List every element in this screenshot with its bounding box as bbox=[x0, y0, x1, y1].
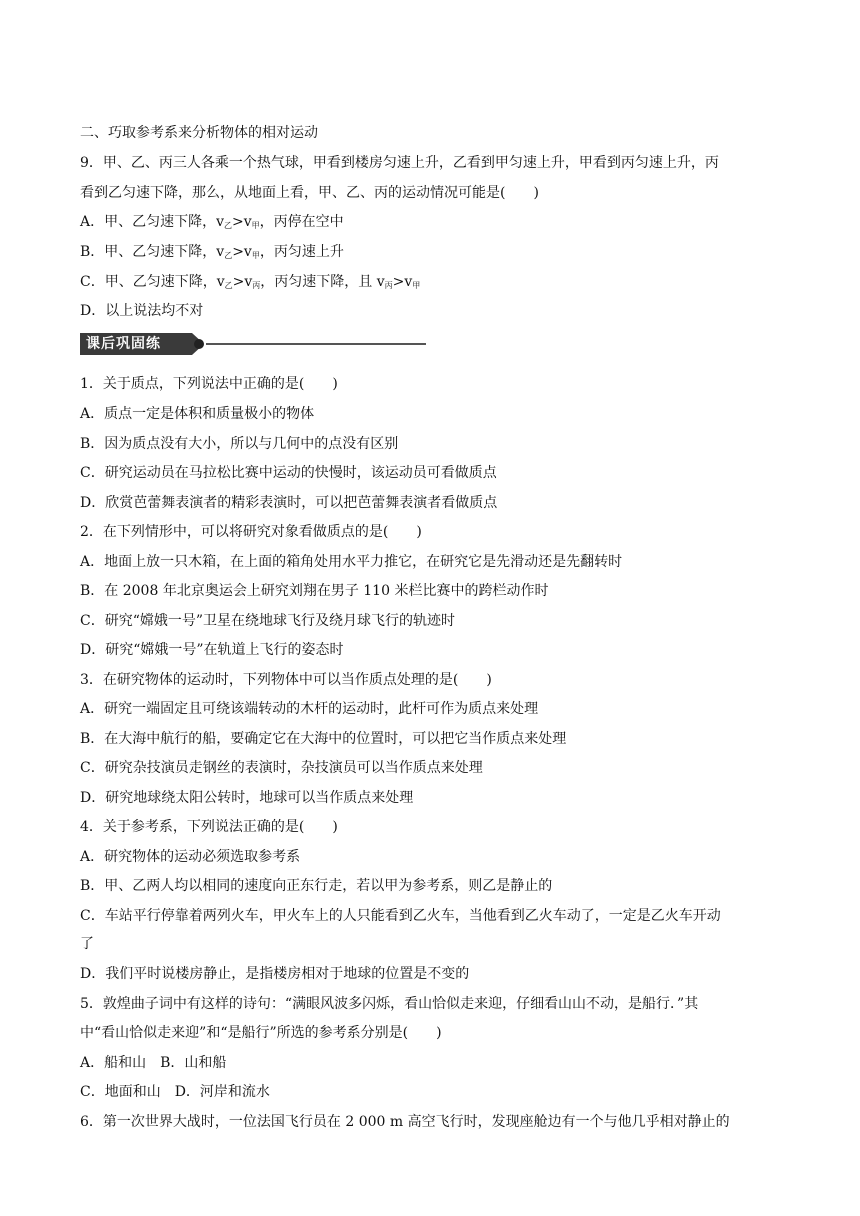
q6-stem: 6．第一次世界大战时，一位法国飞行员在 2 000 m 高空飞行时，发现座舱边有一个与他几乎相对静止的 bbox=[80, 1114, 730, 1130]
subscript: 乙 bbox=[224, 221, 233, 230]
banner-rule bbox=[206, 343, 426, 345]
q9-stem-line2: 看到乙匀速下降，那么，从地面上看，甲、乙、丙的运动情况可能是( ) bbox=[80, 185, 539, 201]
option-text: ，丙匀速下降，且 v bbox=[260, 274, 385, 290]
subscript: 丙 bbox=[384, 281, 393, 290]
section-heading: 二、巧取参考系来分析物体的相对运动 bbox=[80, 125, 318, 141]
q5-options-ab: A．船和山 B．山和船 bbox=[80, 1055, 227, 1071]
q3-option-a: A．研究一端固定且可绕该端转动的木杆的运动时，此杆可作为质点来处理 bbox=[80, 701, 539, 717]
q4-stem: 4．关于参考系，下列说法正确的是( ) bbox=[80, 819, 338, 835]
q5-stem: 5．敦煌曲子词中有这样的诗句：“满眼风波多闪烁，看山恰似走来迎，仔细看山山不动，是船行．”其 bbox=[80, 996, 699, 1012]
q3-option-d: D．研究地球绕太阳公转时，地球可以当作质点来处理 bbox=[80, 790, 414, 806]
bullet-dot-icon bbox=[194, 339, 204, 349]
q1-stem: 1．关于质点，下列说法中正确的是( ) bbox=[80, 376, 338, 392]
q2-option-a: A．地面上放一只木箱，在上面的箱角处用水平力推它，在研究它是先滑动还是先翻转时 bbox=[80, 554, 623, 570]
q3-option-c: C．研究杂技演员走钢丝的表演时，杂技演员可以当作质点来处理 bbox=[80, 760, 483, 776]
q3-option-b: B．在大海中航行的船，要确定它在大海中的位置时，可以把它当作质点来处理 bbox=[80, 731, 567, 747]
option-text: ，丙匀速上升 bbox=[259, 244, 344, 260]
option-text: >v bbox=[392, 274, 413, 290]
q9-option-c bbox=[80, 272, 420, 296]
option-text: A．甲、乙匀速下降，v bbox=[80, 214, 225, 230]
option-text: >v bbox=[232, 274, 253, 290]
q3-stem: 3．在研究物体的运动时，下列物体中可以当作质点处理的是( ) bbox=[80, 672, 492, 688]
q4-option-b: B．甲、乙两人均以相同的速度向正东行走，若以甲为参考系，则乙是静止的 bbox=[80, 878, 553, 894]
option-text: >v bbox=[232, 214, 252, 230]
banner-label: 课后巩固练 bbox=[80, 333, 192, 355]
q1-option-d: D．欣赏芭蕾舞表演者的精彩表演时，可以把芭蕾舞表演者看做质点 bbox=[80, 495, 498, 511]
q9-option-d: D．以上说法均不对 bbox=[80, 303, 204, 319]
q9-option-b bbox=[80, 242, 344, 266]
q1-option-c: C．研究运动员在马拉松比赛中运动的快慢时，该运动员可看做质点 bbox=[80, 465, 497, 481]
q4-option-c: C．车站平行停靠着两列火车，甲火车上的人只能看到乙火车，当他看到乙火车动了，一定是乙火车开动 bbox=[80, 908, 721, 924]
option-text: B．甲、乙匀速下降，v bbox=[80, 244, 225, 260]
subscript: 乙 bbox=[224, 281, 233, 290]
subscript: 甲 bbox=[251, 221, 260, 230]
q9-option-a bbox=[80, 212, 344, 236]
q4-option-a: A．研究物体的运动必须选取参考系 bbox=[80, 849, 301, 865]
q5-stem-cont: 中“看山恰似走来迎”和“是船行”所选的参考系分别是( ) bbox=[80, 1025, 442, 1041]
subscript: 甲 bbox=[412, 281, 421, 290]
q1-option-a: A．质点一定是体积和质量极小的物体 bbox=[80, 406, 315, 422]
subscript: 乙 bbox=[224, 251, 233, 260]
q2-option-d: D．研究“嫦娥一号”在轨道上飞行的姿态时 bbox=[80, 642, 344, 658]
q9-stem-line1: 9．甲、乙、丙三人各乘一个热气球，甲看到楼房匀速上升，乙看到甲匀速上升，甲看到丙匀速上升，丙 bbox=[80, 155, 719, 171]
q2-stem: 2．在下列情形中，可以将研究对象看做质点的是( ) bbox=[80, 524, 422, 540]
q5-options-cd: C．地面和山 D．河岸和流水 bbox=[80, 1084, 270, 1100]
option-text: C．甲、乙匀速下降，v bbox=[80, 274, 225, 290]
subscript: 丙 bbox=[252, 281, 261, 290]
option-text: ，丙停在空中 bbox=[259, 214, 344, 230]
section-banner bbox=[80, 333, 430, 355]
q4-option-c-cont: 了 bbox=[80, 936, 94, 952]
q2-option-c: C．研究“嫦娥一号”卫星在绕地球飞行及绕月球飞行的轨迹时 bbox=[80, 613, 456, 629]
q2-option-b: B．在 2008 年北京奥运会上研究刘翔在男子 110 米栏比赛中的跨栏动作时 bbox=[80, 583, 549, 599]
q4-option-d: D．我们平时说楼房静止，是指楼房相对于地球的位置是不变的 bbox=[80, 966, 470, 982]
subscript: 甲 bbox=[251, 251, 260, 260]
q1-option-b: B．因为质点没有大小，所以与几何中的点没有区别 bbox=[80, 436, 399, 452]
option-text: >v bbox=[232, 244, 252, 260]
